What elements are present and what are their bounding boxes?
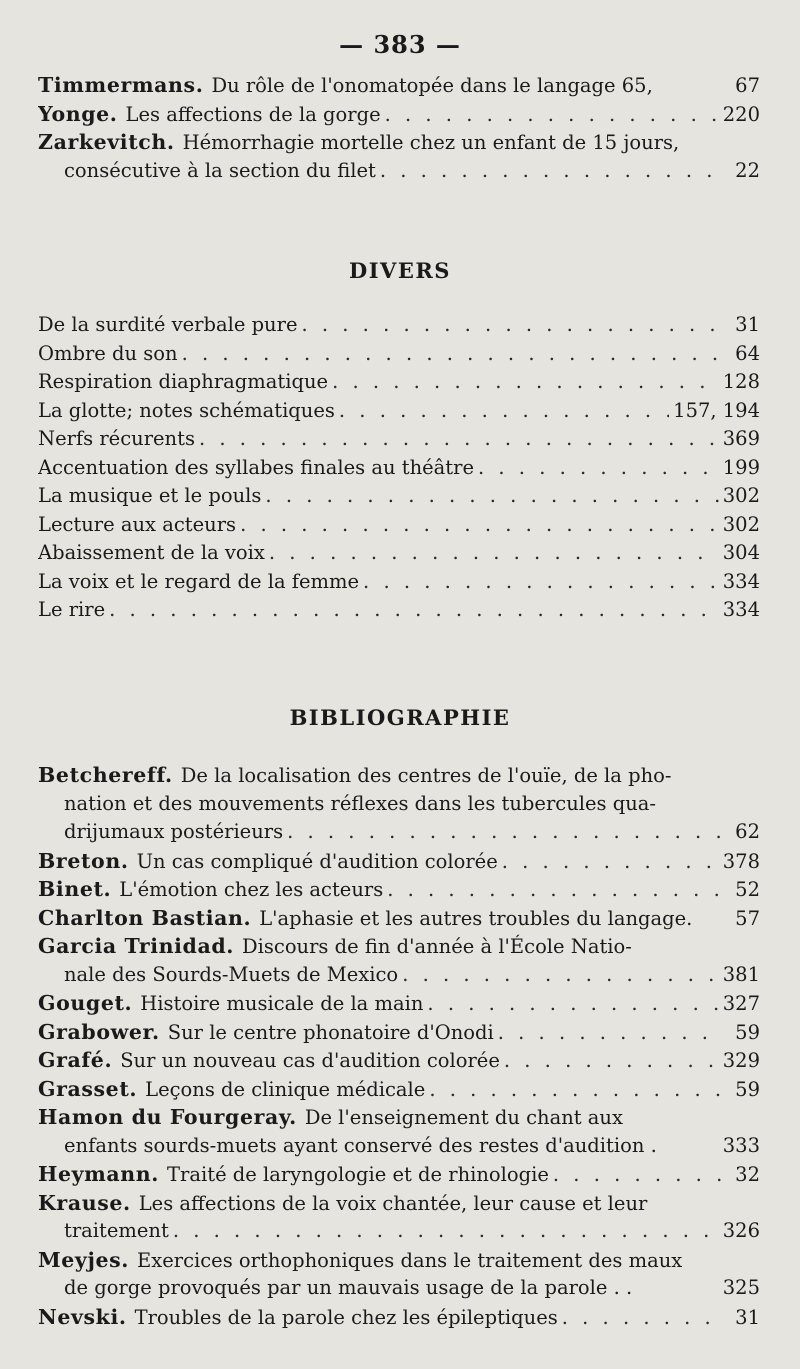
leader-dots xyxy=(240,511,719,540)
entry-line xyxy=(38,932,760,961)
section-heading-divers: DIVERS xyxy=(349,258,451,283)
page-reference: 31 xyxy=(735,1305,760,1329)
leader-dots xyxy=(287,818,722,847)
leader-dots xyxy=(553,1161,722,1189)
index-entry xyxy=(38,875,760,904)
page-reference: 199 xyxy=(722,455,760,479)
page-reference: 67 xyxy=(735,74,760,97)
page-reference: 62 xyxy=(735,820,760,843)
author-name: Zarkevitch. xyxy=(38,130,175,154)
entry-title: Les affections de la gorge xyxy=(125,102,381,126)
index-entry xyxy=(38,1160,760,1189)
author-name: Garcia Trinidad. xyxy=(38,934,235,958)
index-entry xyxy=(38,71,760,100)
author-name: Betchereff. xyxy=(38,763,173,787)
author-name: Meyjes. xyxy=(38,1247,129,1272)
entry-title: Les affections de la voix chantée, leur cause et leur xyxy=(138,1191,648,1215)
entry-title: traitement xyxy=(64,1219,169,1242)
entry-title: enfants sourds-muets ayant conservé des restes d'audition . xyxy=(64,1133,657,1157)
index-entry xyxy=(38,761,760,847)
entry-title: Nerfs récurents xyxy=(38,427,195,450)
author-name: Breton. xyxy=(38,848,129,873)
leader-dots xyxy=(387,876,722,904)
entry-line xyxy=(38,454,760,483)
page-reference: 302 xyxy=(722,484,760,507)
entry-line xyxy=(38,818,760,847)
leader-dots xyxy=(199,425,719,454)
divers-entry xyxy=(38,539,760,568)
entry-title: Ombre du son xyxy=(38,341,178,365)
page-reference: 302 xyxy=(722,512,760,536)
divers-entry xyxy=(38,454,760,483)
page-reference: 326 xyxy=(722,1219,760,1242)
page-reference: 64 xyxy=(735,341,760,365)
leader-dots xyxy=(332,368,719,397)
entry-title: Sur le centre phonatoire d'Onodi xyxy=(167,1020,494,1044)
entry-title: Exercices orthophoniques dans le traitement des maux xyxy=(137,1248,683,1272)
entry-title: Troubles de la parole chez les épileptiques xyxy=(134,1305,558,1329)
page-reference: 334 xyxy=(722,598,760,621)
entry-line xyxy=(38,875,760,904)
entry-line xyxy=(38,368,760,397)
entry-line xyxy=(38,1303,760,1332)
page-reference: 220 xyxy=(722,102,760,126)
entry-title: Histoire musicale de la main xyxy=(140,992,424,1015)
entry-line xyxy=(38,157,760,186)
leader-dots xyxy=(182,340,722,369)
entry-line xyxy=(38,1046,760,1075)
entry-title: Le rire xyxy=(38,598,106,621)
index-entries-top xyxy=(38,71,760,185)
page-reference: 59 xyxy=(735,1020,760,1044)
index-entry xyxy=(38,989,760,1018)
author-name: Grasset. xyxy=(38,1076,138,1101)
entry-line xyxy=(38,847,760,876)
divers-entry xyxy=(38,397,760,426)
entry-title: consécutive à la section du filet xyxy=(64,158,376,182)
entry-title: L'émotion chez les acteurs xyxy=(119,878,384,901)
author-name: Charlton Bastian. xyxy=(38,905,252,930)
entry-title: Hémorrhagie mortelle chez un enfant de 15 jours, xyxy=(182,131,680,154)
entry-title: Sur un nouveau cas d'audition colorée xyxy=(120,1049,500,1072)
entry-title: De la localisation des centres de l'ouïe, de la pho- xyxy=(180,764,672,787)
leader-dots xyxy=(265,482,718,511)
page-reference: 157, 194 xyxy=(673,398,760,422)
leader-dots xyxy=(385,101,719,129)
page-reference: 381 xyxy=(722,962,760,986)
entry-line xyxy=(38,761,760,790)
entry-title: De l'enseignement du chant aux xyxy=(304,1106,623,1129)
entry-line xyxy=(38,539,760,568)
leader-dots xyxy=(504,1047,719,1075)
entry-line xyxy=(38,397,760,426)
entry-title: de gorge provoqués par un mauvais usage de la parole . . xyxy=(64,1276,633,1299)
entry-line xyxy=(38,1132,760,1161)
page-reference: 57 xyxy=(735,906,760,930)
index-entry xyxy=(38,1303,760,1332)
index-entry xyxy=(38,1189,760,1246)
entry-title: De la surdité verbale pure xyxy=(38,313,298,336)
entry-title: Accentuation des syllabes finales au théâtre xyxy=(38,455,475,479)
entry-title: drijumaux postérieurs xyxy=(64,820,284,843)
divers-entry xyxy=(38,368,760,397)
author-name: Gouget. xyxy=(38,991,133,1015)
divers-entry xyxy=(38,425,760,454)
page-reference: 59 xyxy=(735,1077,760,1101)
index-entry xyxy=(38,932,760,989)
author-name: Grafé. xyxy=(38,1048,113,1072)
page-reference: 327 xyxy=(722,992,760,1015)
author-name: Heymann. xyxy=(38,1162,160,1186)
entry-line xyxy=(38,1103,760,1132)
index-entry xyxy=(38,904,760,933)
page-reference: 52 xyxy=(735,878,760,901)
page-reference: 128 xyxy=(722,370,760,393)
bibliographie-entries xyxy=(38,761,760,1331)
entry-line xyxy=(38,596,760,625)
entry-line xyxy=(38,1160,760,1189)
entry-title: Abaissement de la voix xyxy=(38,541,265,564)
divers-entry xyxy=(38,511,760,540)
divers-entry xyxy=(38,596,760,625)
entry-line xyxy=(38,790,760,819)
entry-line xyxy=(38,904,760,933)
entry-title: Lecture aux acteurs xyxy=(38,512,237,536)
page-reference: 369 xyxy=(722,427,760,450)
leader-dots xyxy=(269,539,719,568)
page-reference: 304 xyxy=(722,541,760,564)
divers-entries xyxy=(38,311,760,625)
entry-title: Un cas compliqué d'audition colorée xyxy=(136,849,498,873)
entry-title: Respiration diaphragmatique xyxy=(38,370,329,393)
entry-line xyxy=(38,568,760,597)
entry-line xyxy=(38,100,760,129)
entry-line xyxy=(38,1217,760,1246)
entry-title: La voix et le regard de la femme xyxy=(38,569,360,593)
entry-line xyxy=(38,425,760,454)
author-name: Nevski. xyxy=(38,1304,127,1329)
author-name: Yonge. xyxy=(38,101,118,126)
entry-title: Du rôle de l'onomatopée dans le langage 65, xyxy=(211,74,653,97)
author-name: Binet. xyxy=(38,877,112,901)
leader-dots xyxy=(478,454,719,483)
leader-dots xyxy=(380,157,722,186)
page-reference: 378 xyxy=(722,849,760,873)
entry-line xyxy=(38,1189,760,1218)
entry-title: Traité de laryngologie et de rhinologie xyxy=(167,1163,549,1186)
leader-dots xyxy=(109,596,719,625)
index-entry xyxy=(38,1246,760,1303)
divers-entry xyxy=(38,311,760,340)
entry-title: La glotte; notes schématiques xyxy=(38,398,335,422)
entry-line xyxy=(38,1075,760,1104)
entry-title: Leçons de clinique médicale xyxy=(145,1077,426,1101)
entry-line xyxy=(38,482,760,511)
section-heading-bibliographie: BIBLIOGRAPHIE xyxy=(289,705,511,730)
author-name: Grabower. xyxy=(38,1019,160,1044)
entry-line xyxy=(38,1274,760,1303)
entry-line xyxy=(38,961,760,990)
page-reference: 32 xyxy=(735,1163,760,1186)
page-number: — 383 — xyxy=(339,30,461,59)
page-reference: 334 xyxy=(722,569,760,593)
page-reference: 333 xyxy=(722,1133,760,1157)
author-name: Timmermans. xyxy=(38,73,204,97)
page-reference: 22 xyxy=(735,158,760,182)
entry-line xyxy=(38,340,760,369)
entry-title: nation et des mouvements réflexes dans les tubercules qua- xyxy=(64,791,656,815)
page-reference: 325 xyxy=(722,1276,760,1299)
entry-line xyxy=(38,1246,760,1275)
entry-line xyxy=(38,128,760,157)
index-entry xyxy=(38,847,760,876)
page-reference: 329 xyxy=(722,1049,760,1072)
entry-line xyxy=(38,71,760,100)
index-entry xyxy=(38,100,760,129)
leader-dots xyxy=(502,848,719,876)
leader-dots xyxy=(339,397,669,426)
leader-dots xyxy=(173,1217,719,1246)
entry-line xyxy=(38,1018,760,1047)
index-entry xyxy=(38,128,760,185)
entry-line xyxy=(38,511,760,540)
entry-title: Discours de fin d'année à l'École Natio- xyxy=(242,935,632,958)
page-reference: 31 xyxy=(735,313,760,336)
index-entry xyxy=(38,1018,760,1047)
entry-title: L'aphasie et les autres troubles du langage. xyxy=(259,906,693,930)
index-entry xyxy=(38,1075,760,1104)
entry-title: nale des Sourds-Muets de Mexico xyxy=(64,962,399,986)
leader-dots xyxy=(562,1304,722,1332)
leader-dots xyxy=(301,311,722,340)
author-name: Krause. xyxy=(38,1190,131,1215)
leader-dots xyxy=(429,1076,722,1104)
leader-dots xyxy=(363,568,719,597)
index-entry xyxy=(38,1103,760,1160)
leader-dots xyxy=(427,990,718,1018)
entry-line xyxy=(38,989,760,1018)
entry-title: La musique et le pouls xyxy=(38,484,262,507)
index-entry xyxy=(38,1046,760,1075)
leader-dots xyxy=(402,961,719,990)
entry-line xyxy=(38,311,760,340)
divers-entry xyxy=(38,482,760,511)
author-name: Hamon du Fourgeray. xyxy=(38,1105,297,1129)
leader-dots xyxy=(498,1019,722,1047)
divers-entry xyxy=(38,340,760,369)
divers-entry xyxy=(38,568,760,597)
